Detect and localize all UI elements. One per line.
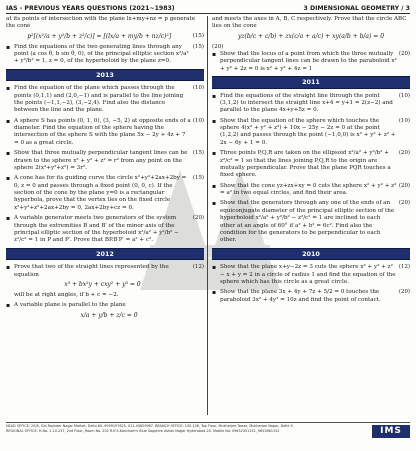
left-q5 — [6, 175, 204, 212]
left-q5-text: A cone has for its guiding curve the circle x²+y²+2ax+2by = 0, z = 0 and passes through a fixed point (0, 0, c). If the section of the cone by the plane y=0 is a rectangular hyperbola, prove that the vertex lies on the fixed circle x²+y²+z²+2ax+2by = 0, 2ax+2by+cz = 0. — [14, 175, 187, 211]
bullet-icon: ▪ — [6, 85, 11, 93]
right-q5 — [212, 183, 410, 198]
left-q7-text: Prove that two of the straight lines represented by the equation — [14, 264, 169, 278]
left-q1-text: Find the equations of the two generating lines through any point (a cos θ, b sin θ, 0), of the principal elliptic section x²/a² + y²/b² = 1, z = 0, of the hyperboloid by the plane z=0. — [14, 43, 189, 65]
bullet-icon: ▪ — [6, 264, 11, 272]
left-q8-text: A variable plane is parallel to the plane — [14, 302, 126, 309]
bullet-icon: ▪ — [6, 302, 11, 310]
right-q8 — [212, 289, 410, 304]
left-q2-text: Find the equation of the plane which passes through the points (0,1,1) and (2,0,−1) and is parallel to the line joining the points (−1,1,−2), (3,−2,4). Find also the distance between the line and the plane. — [14, 85, 184, 114]
bullet-icon: ▪ — [6, 117, 11, 125]
right-intro — [212, 16, 410, 51]
right-intro-marks: (20) — [212, 43, 224, 50]
right-q2-marks: (10) — [398, 92, 410, 99]
right-q7 — [212, 264, 410, 286]
right-q7-text: Show that the plane x+y−2z = 3 cuts the sphere x² + y² + z² − x + y = 2 in a circle of radius 1 and find the equation of the sphere which has this circle as a great circle. — [220, 264, 396, 285]
right-q2-text: Find the equations of the straight line through the point (3,1,2) to intersect the straight line x+4 = y+1 = 2(z−2) and parallel to the plane 4x+y+5z = 0. — [220, 92, 393, 114]
header-right: 3 DIMENSIONAL GEOMETRY / 3 — [303, 4, 410, 12]
footer-line-2: REGIONAL OFFICE: H.No. 1-10-237, 2nd Floor, Room No. 202 R.K'S-Kancham's Blue Sapphire Ashok Nagar Hyderabad-20. Mobile No: 09652351152, 9652661152 — [6, 429, 280, 434]
right-q6-marks: (20) — [398, 200, 410, 207]
bullet-icon: ▪ — [6, 215, 11, 223]
bullet-icon: ▪ — [6, 175, 11, 183]
left-column — [6, 16, 204, 326]
left-q7-text2: will be at right angles, if b + c = −2. — [14, 291, 119, 298]
left-intro-marks: (15) — [192, 33, 204, 40]
year-heading-2012: 2012 — [6, 248, 204, 260]
right-q1-marks: (20) — [398, 51, 410, 58]
left-q6-marks: (20) — [192, 215, 204, 222]
right-q3-text: Show that the equation of the sphere which touches the sphere 4(x² + y² + z²) + 10x − 25y − 2z = 0 at the point (1,2,2) and passes through the point (−1,0,0) is x² + y² + z² + 2x − 6y + 1 = 0. — [220, 117, 396, 146]
left-q1-marks: (15) — [192, 43, 204, 50]
footer-line-1: HEAD OFFICE: 25/8, Old Rajinder Nagar Market, Delhi-60. 9999197625, 011-45629987. BRANCH OFFICE: 105-106, Top Floor, Mukherjee Tower, Mukherjee Nagar, Delhi-9. — [6, 424, 294, 428]
left-q1 — [6, 44, 204, 66]
right-intro-equation: yz(b/c + c/b) + zx(c/a + a/c) + xy(a/b + b/a) = 0 — [237, 32, 385, 40]
year-heading-2010: 2010 — [212, 248, 410, 260]
left-q4-marks: (15) — [192, 150, 204, 157]
year-heading-2011: 2011 — [212, 76, 410, 88]
left-q4-text: Show that three mutually perpendicular tangent lines can be drawn to the sphere x² + y² + z² = r² from any point on the sphere 2(x²+y²+z²) = 3r². — [14, 150, 188, 171]
right-q2 — [212, 93, 410, 115]
left-q3 — [6, 118, 204, 148]
right-q3-marks: (10) — [398, 117, 410, 124]
page-header — [6, 3, 410, 13]
left-q6-text: A variable generator meets two generators of the system through the extremities B and B′ of the minor axis of the principal elliptic section of the hyperboloid x²/a² + y²/b² − z²/c² = 1 in P and P′. Prove that BP.B′P′ = a² + c². — [14, 215, 179, 244]
right-q4-marks: (20) — [398, 150, 410, 157]
right-q1 — [212, 51, 410, 73]
bullet-icon: ▪ — [6, 43, 11, 51]
ims-logo: IMS — [372, 425, 410, 438]
left-q5-marks: (15) — [192, 175, 204, 182]
bullet-icon: ▪ — [212, 264, 217, 272]
right-q7-marks: (12) — [398, 264, 410, 271]
bullet-icon: ▪ — [212, 51, 217, 59]
left-intro-equation: p²[(x²/a + y²/b + z²/c)] = [(lx/a + my/b + nz/c)²] — [27, 32, 172, 40]
left-q7 — [6, 264, 204, 299]
bullet-icon: ▪ — [212, 182, 217, 190]
left-q7-marks: (12) — [192, 264, 204, 271]
left-q4 — [6, 150, 204, 172]
header-rule — [6, 13, 410, 14]
right-q1-text: Show that the locus of a point from which the three mutually perpendicular tangent lines can be drawn to the paraboloid x² + y² + 2z = 0 is x² + y² + 4z = 1 — [220, 51, 397, 72]
footer-rule — [6, 422, 410, 423]
right-q8-text: Show that the plane 3x + 4y + 7z + 5/2 = 0 touches the paraboloid 3x² + 4y² = 10z and find the point of contact. — [220, 289, 381, 303]
right-q4 — [212, 150, 410, 180]
left-q6 — [6, 215, 204, 245]
bullet-icon: ▪ — [212, 200, 217, 208]
header-left: IAS - PREVIOUS YEARS QUESTIONS (2021~1983) — [6, 4, 175, 12]
left-q3-text: A sphere S has points (0, 1, 0), (3, −5, 2) at opposite ends of a diameter. Find the equation of the sphere having the intersection of the sphere S with the plane 5x − 2y + 4z + 7 = 0 as a great circle. — [14, 117, 191, 146]
year-heading-2013: 2013 — [6, 69, 204, 81]
right-q6 — [212, 200, 410, 244]
column-divider — [207, 16, 208, 415]
left-intro-text: at its points of intersection with the plane lx+my+nz = p generate the cone — [6, 16, 196, 30]
left-q8-equation: x/a + y/b + z/c = 0 — [80, 311, 138, 319]
left-intro — [6, 16, 204, 41]
bullet-icon: ▪ — [212, 117, 217, 125]
page-footer — [6, 424, 364, 434]
left-q7-equation: x³ + bx²y + cxy² + y³ = 0 — [64, 280, 141, 288]
bullet-icon: ▪ — [6, 150, 11, 158]
right-q5-marks: (20) — [398, 182, 410, 189]
right-q4-text: Three points P,Q,R are taken on the ellipsoid x²/a² + y²/b² + z²/c² = 1 so that the lines joining P,Q,R to the origin are mutually perpendicular. Prove that the plane PQR touches a fixed sphere. — [220, 150, 391, 179]
right-q8-marks: (20) — [398, 289, 410, 296]
left-q3-marks: (10) — [192, 117, 204, 124]
right-q3 — [212, 118, 410, 148]
right-intro-text: and meets the axes in A, B, C respectively. Prove that the circle ABC lies on the cone — [212, 16, 407, 30]
bullet-icon: ▪ — [212, 289, 217, 297]
right-q6-text: Show that the generators through any one of the ends of an equiconjugate diameter of the principal elliptic section of the hyperboloid x²/a² + y²/b² − z²/c² = 1 are inclined to each other at an angle of 60° if a² + b² = 6c². Find also the condition for the generators to be perpendicular to each other. — [220, 200, 395, 244]
bullet-icon: ▪ — [212, 150, 217, 158]
right-q5-text: Show that the cone yz+zx+xy = 0 cuts the sphere x² + y² + z² = a² in two equal circles, and find their area. — [220, 182, 397, 197]
bullet-icon: ▪ — [212, 92, 217, 100]
right-column — [212, 16, 410, 307]
left-q2-marks: (10) — [192, 85, 204, 92]
left-q2 — [6, 85, 204, 115]
left-q8 — [6, 302, 204, 322]
